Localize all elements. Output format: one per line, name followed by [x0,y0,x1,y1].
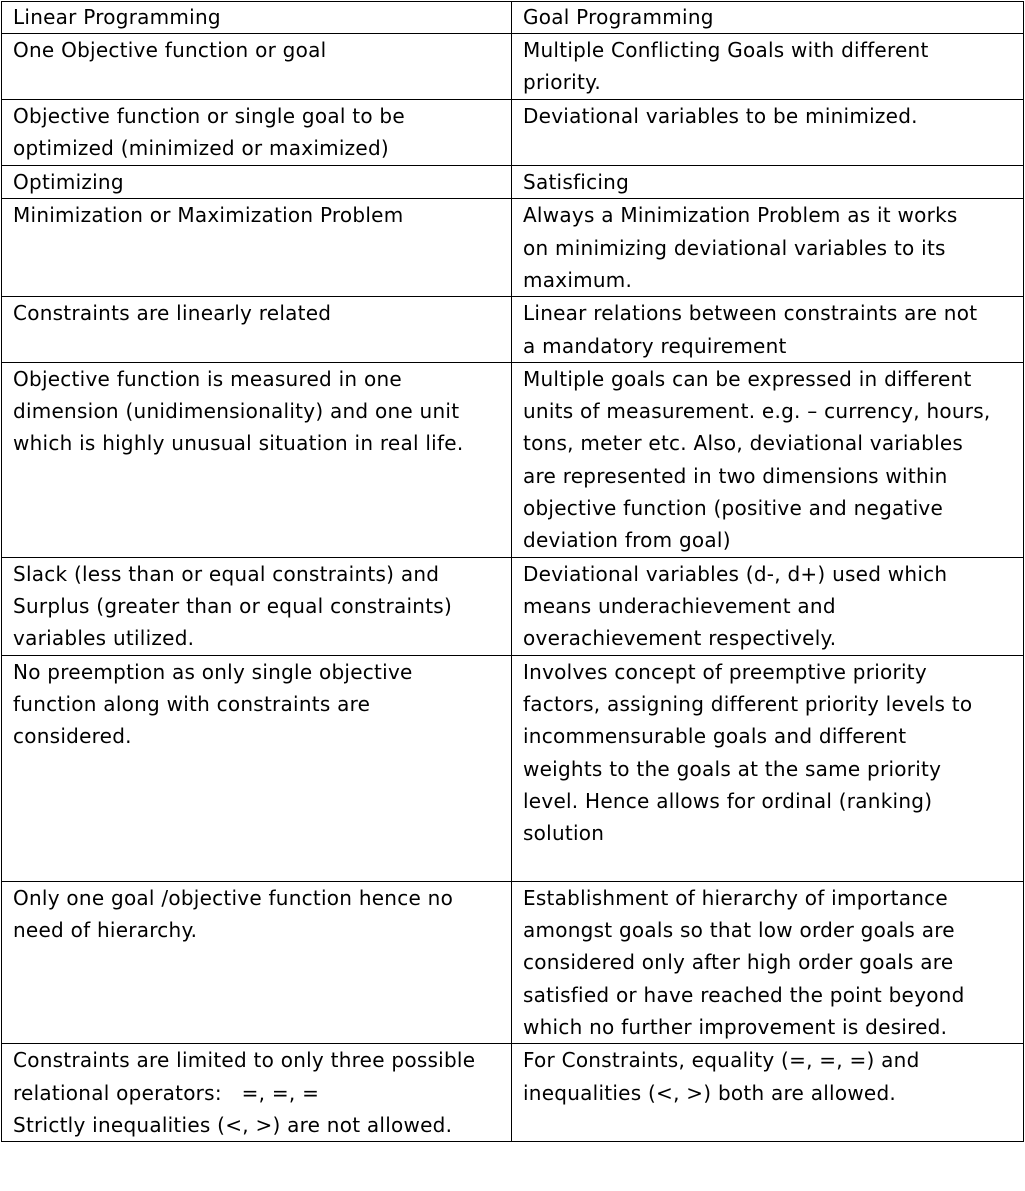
lp-cell [2,1044,512,1142]
cell-line: objective function (positive and negative [523,496,944,521]
gp-cell [512,100,1024,166]
cell-line: need of hierarchy. [13,918,198,943]
lp-cell [2,881,512,1043]
cell-line: relational operators: =, =, = [13,1080,320,1105]
cell-line: optimized (minimized or maximized) [13,136,389,161]
lp-cell [2,199,512,297]
cell-line: amongst goals so that low order goals are [523,918,955,943]
table-row [2,34,1024,100]
cell-line: factors, assigning different priority levels to [523,692,973,717]
lp-cell [2,557,512,655]
table-row [2,1044,1024,1142]
table-row [2,881,1024,1043]
cell-line: weights to the goals at the same priority [523,756,942,781]
cell-line: Optimizing [13,170,124,194]
cell-line: satisfied or have reached the point beyond [523,982,965,1007]
lp-cell [2,166,512,199]
comparison-table [1,1,1024,1142]
gp-cell [512,297,1024,363]
cell-line: For Constraints, equality (=, =, =) and [523,1048,920,1073]
cell-line: No preemption as only single objective [13,659,413,684]
cell-line: priority. [523,70,601,95]
gp-cell [512,1044,1024,1142]
cell-line: on minimizing deviational variables to its [523,235,946,260]
cell-line: level. Hence allows for ordinal (ranking) [523,789,933,814]
cell-line: means underachievement and [523,594,836,619]
cell-line: Multiple goals can be expressed in different [523,366,972,391]
header-goal-programming: Goal Programming [512,2,1024,34]
gp-cell [512,655,1024,881]
table-row [2,166,1024,199]
cell-line: Always a Minimization Problem as it works [523,203,958,228]
cell-line: Objective function is measured in one [13,366,402,391]
cell-line: Deviational variables (d-, d+) used which [523,561,948,586]
table-row [2,557,1024,655]
cell-line: solution [523,821,605,846]
cell-line: a mandatory requirement [523,333,787,358]
table-row [2,362,1024,557]
gp-cell [512,557,1024,655]
cell-line: maximum. [523,267,633,292]
cell-line: Multiple Conflicting Goals with different [523,38,929,62]
cell-line: function along with constraints are [13,692,371,717]
gp-cell [512,34,1024,100]
cell-line: Linear relations between constraints are not [523,301,978,326]
cell-line: incommensurable goals and different [523,724,907,749]
cell-line: which is highly unusual situation in real life. [13,431,464,456]
lp-cell [2,362,512,557]
header-row [2,2,1024,34]
cell-line: considered only after high order goals are [523,950,954,975]
lp-cell [2,297,512,363]
table-row [2,100,1024,166]
cell-line: considered. [13,724,132,749]
cell-line: deviation from goal) [523,528,731,553]
cell-line: are represented in two dimensions within [523,463,948,488]
cell-line: Objective function or single goal to be [13,104,405,128]
cell-line: Strictly inequalities (<, >) are not allowed. [13,1112,453,1137]
cell-line: overachievement respectively. [523,626,837,651]
cell-line: which no further improvement is desired. [523,1015,948,1040]
cell-line: Establishment of hierarchy of importance [523,885,948,910]
cell-line: Involves concept of preemptive priority [523,659,927,684]
table-row [2,199,1024,297]
gp-cell [512,166,1024,199]
gp-cell [512,199,1024,297]
gp-cell [512,881,1024,1043]
cell-line: units of measurement. e.g. – currency, hours, [523,399,991,424]
cell-line: dimension (unidimensionality) and one unit [13,399,460,424]
header-linear-programming: Linear Programming [2,2,512,34]
cell-line: inequalities (<, >) both are allowed. [523,1080,897,1105]
cell-line: variables utilized. [13,626,195,651]
cell-line: tons, meter etc. Also, deviational variables [523,431,964,456]
table-row [2,297,1024,363]
cell-line: One Objective function or goal [13,38,327,62]
lp-cell [2,34,512,100]
gp-cell [512,362,1024,557]
cell-line: Surplus (greater than or equal constraints) [13,594,453,619]
cell-line: Satisficing [523,170,630,194]
cell-line: Slack (less than or equal constraints) and [13,561,440,586]
cell-line: Constraints are limited to only three possible [13,1048,476,1073]
cell-line: Minimization or Maximization Problem [13,203,404,228]
cell-line: Deviational variables to be minimized. [523,104,918,128]
cell-line: Constraints are linearly related [13,301,332,326]
lp-cell [2,655,512,881]
table-row [2,655,1024,881]
cell-line: Only one goal /objective function hence no [13,885,454,910]
lp-cell [2,100,512,166]
